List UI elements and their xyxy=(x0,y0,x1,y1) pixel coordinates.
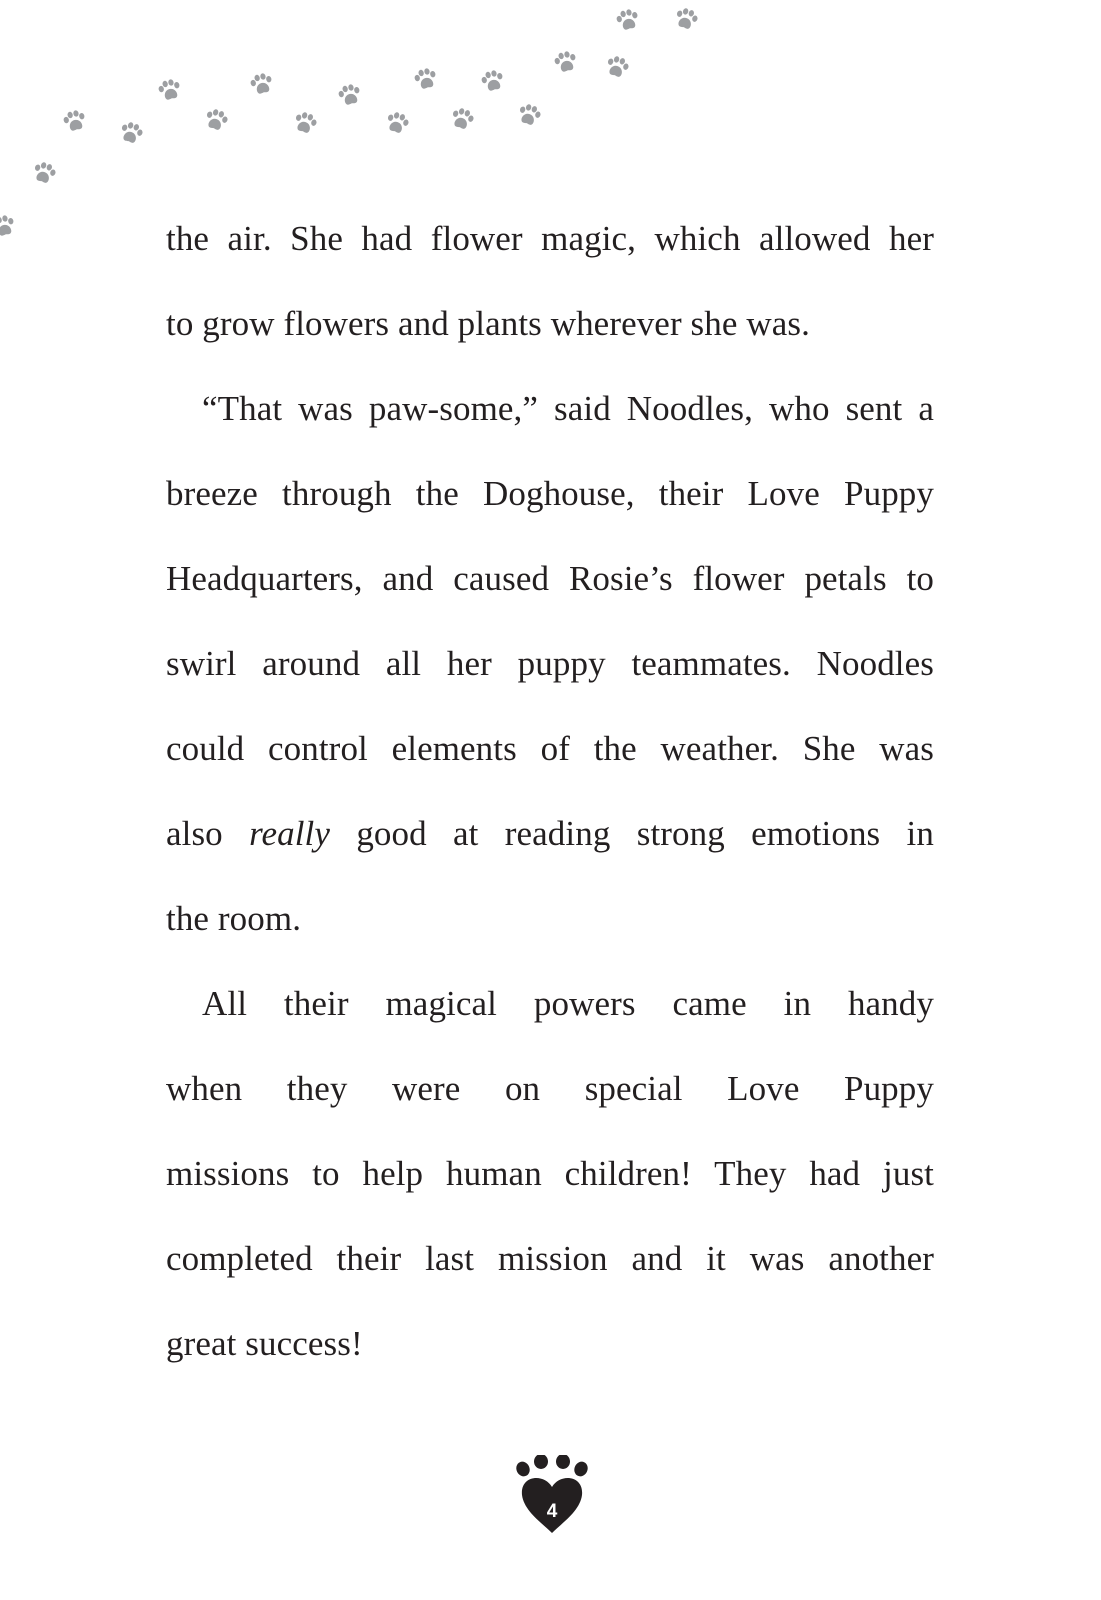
text-line: to grow flowers and plants wherever she was. xyxy=(166,304,810,343)
paw-print-icon xyxy=(604,55,630,81)
text-line: “That was paw-some,” said Noodles, who sent a xyxy=(202,389,934,428)
paw-print-icon xyxy=(337,83,363,109)
text-line: missions to help human children! They had just xyxy=(166,1154,934,1193)
text-line: the air. She had flower magic, which allowed her xyxy=(166,219,934,258)
paw-print-icon xyxy=(413,67,439,93)
paw-print-icon xyxy=(31,161,57,187)
paw-print-icon xyxy=(118,121,144,147)
story-text xyxy=(166,196,934,1386)
paw-print-icon xyxy=(615,8,641,34)
page-number: 4 xyxy=(546,1501,558,1522)
text-line: when they were on special Love Puppy xyxy=(166,1069,934,1108)
text-line: great success! xyxy=(166,1324,363,1363)
paw-print-icon xyxy=(249,72,275,98)
paw-print-icon xyxy=(384,111,410,137)
paw-print-icon xyxy=(516,103,542,129)
text-line: All their magical powers came in handy xyxy=(202,984,934,1023)
text-line-emphasis: also really good at reading strong emotions in xyxy=(166,814,934,853)
page-number-badge xyxy=(514,1455,590,1535)
paw-print-icon xyxy=(553,50,579,76)
emphasized-word: really xyxy=(249,814,331,853)
paw-print-icon xyxy=(157,78,183,104)
paw-print-icon xyxy=(480,69,506,95)
heart-paw-icon xyxy=(514,1455,590,1535)
text-line: could control elements of the weather. She was xyxy=(166,729,934,768)
paw-print-icon xyxy=(203,108,229,134)
paw-print-icon xyxy=(292,111,318,137)
text-line: swirl around all her puppy teammates. Noodles xyxy=(166,644,934,683)
paw-print-icon xyxy=(673,7,699,33)
paw-print-icon xyxy=(449,107,475,133)
text-line: the room. xyxy=(166,899,302,938)
text-line: Headquarters, and caused Rosie’s flower petals to xyxy=(166,559,934,598)
paw-print-icon xyxy=(0,214,17,240)
text-line: completed their last mission and it was another xyxy=(166,1239,934,1278)
paw-print-icon xyxy=(62,109,88,135)
text-line: breeze through the Doghouse, their Love Puppy xyxy=(166,474,934,513)
